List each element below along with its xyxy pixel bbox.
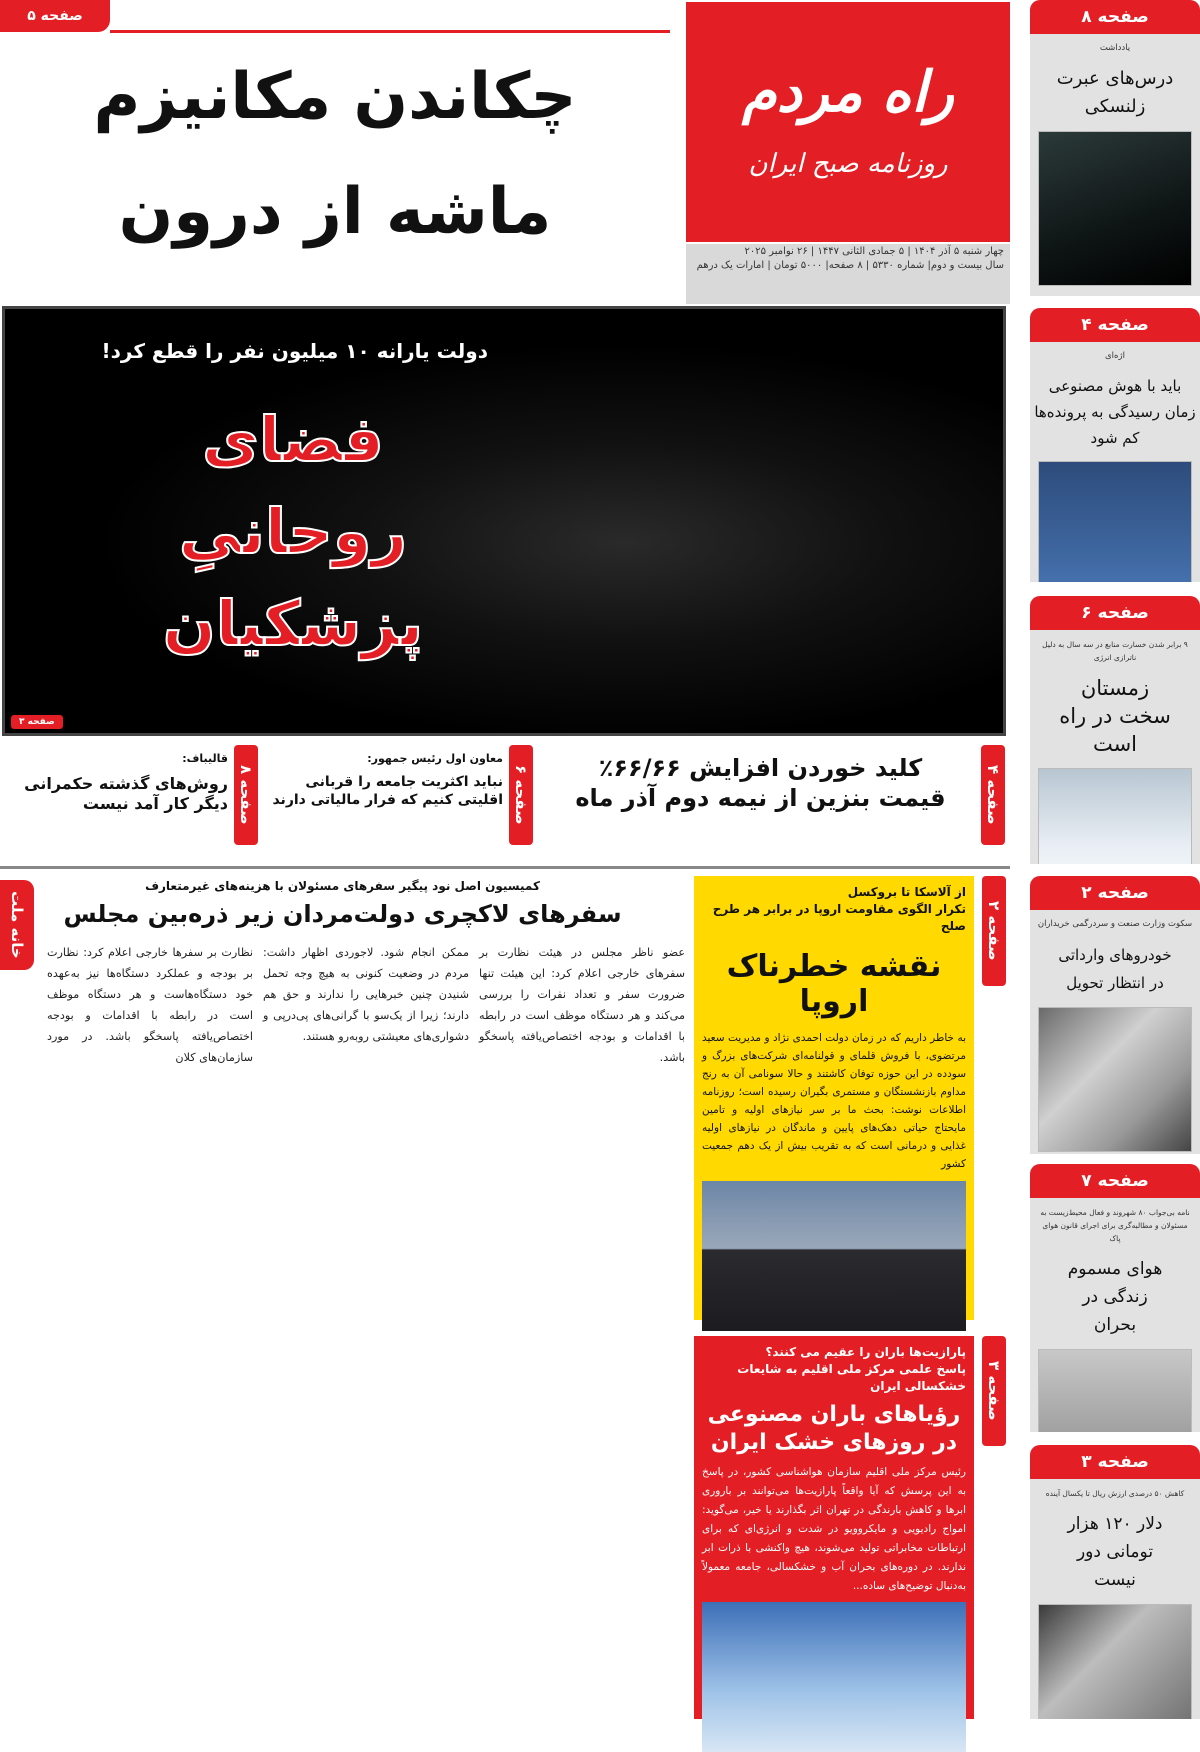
article-column: نظارت بر سفرها خارجی اعلام کرد: نظارت بر بودجه و عملکرد دستگاه‌ها نیز به‌عهده خود دستگاه‌هاست و هر دستگاه موظف است در رابطه با اقدامات و بودجه اختصاص‌یافته پاسخگو باشد. در مورد سازمان‌های کلان: [47, 946, 253, 1064]
kicker: از آلاسکا تا بروکسل: [847, 885, 966, 899]
logo-tagline: روزنامه صبح ایران: [748, 149, 948, 179]
antenna-photo: [702, 1602, 966, 1752]
headline: رؤیاهای باران مصنوعی در روزهای خشک ایران: [707, 1402, 961, 1455]
headline-line2: دیگر کار آمد نیست: [82, 794, 228, 813]
kicker: کاهش ۵۰ درصدی ارزش ریال تا یکسال آینده: [1045, 1489, 1185, 1498]
kicker: سکوت وزارت صنعت و سردرگمی خریداران: [1037, 919, 1193, 929]
kicker: یادداشت: [1099, 43, 1131, 53]
sidebar-card[interactable]: [1030, 596, 1200, 864]
meeting-photo: [1038, 461, 1192, 582]
sidebar-card[interactable]: [1030, 876, 1200, 1154]
headline: هوای مسموم زندگی در بحران: [1067, 1259, 1163, 1335]
lead-page-tab[interactable]: صفحه ۵: [0, 0, 110, 32]
yellow-page-tab[interactable]: صفحه ۲: [982, 876, 1006, 986]
masthead-logo: [686, 2, 1010, 242]
sidebar-card[interactable]: [1030, 1164, 1200, 1432]
secondary-story-3[interactable]: [0, 745, 258, 860]
banknotes-photo: [1038, 1604, 1192, 1719]
headline: باید با هوش مصنوعی زمان رسیدگی به پرونده‌ها کم شود: [1034, 377, 1196, 447]
body-text: به خاطر داریم که در زمان دولت احمدی نژاد و مدیریت سعید مرتضوی، با فروش قلمای و قولنامه‌ای شرکت‌های بزرگ و سودده در این حوزه توفان کاشتند و حالا سونامی آن به رنج مداوم بازنشستگان و مستمری بگیران رسیده است؛ روزنامه اطلاعات نوشت: بحث ما بر سر نیازهای اولیه و تامین مایحتاج حیاتی دهک‌های پایین و ماندگان در نیازهای اولیه غذایی و درمانی است که به تقریب بیش از یک دهم جمعیت کشور: [702, 1032, 966, 1170]
secondary-story-1[interactable]: [540, 745, 1005, 860]
page-tab[interactable]: صفحه ۶: [1030, 596, 1200, 630]
sidebar-card[interactable]: [1030, 0, 1200, 296]
portrait-photo: [1038, 131, 1192, 286]
headline: درس‌های عبرت زلنسکی: [1056, 68, 1174, 117]
smog-photo: [1038, 1349, 1192, 1432]
lead-headline[interactable]: [0, 40, 670, 290]
headline-line1: نباید اکثریت جامعه را قربانی: [305, 774, 503, 790]
sidebar-card[interactable]: [1030, 308, 1200, 582]
secondary-story-2[interactable]: [265, 745, 533, 860]
kicker: پاسخ علمی مرکز ملی اقلیم به شایعات خشکسالی ایران: [737, 1362, 966, 1393]
body-text: رئیس مرکز ملی اقلیم سازمان هواشناسی کشور، در پاسخ به این پرسش که آیا واقعاً پارازیت‌ها می‌توانند بر باروری ابرها و کاهش بارندگی در تهران اثر بگذارند یا خیر، می‌گوید: امواج رادیویی و مایکروویو در شدت و انرژی‌ای که برای ارتباطات مخابراتی تولید می‌شوند، هیچ واکنشی با ذرات ابر ندارند. در دوره‌های بحران آب و خشکسالی، جامعه معمولاً به‌دنبال توضیح‌های ساده...: [702, 1466, 966, 1592]
dateline: [686, 244, 1010, 304]
page-tab[interactable]: صفحه ۶: [509, 745, 533, 845]
page-tab[interactable]: صفحه ۴: [1030, 308, 1200, 342]
page-tab[interactable]: صفحه ۸: [1030, 0, 1200, 34]
red-story[interactable]: [694, 1336, 974, 1719]
kicker: نامه بی‌جواب ۸۰ شهروند و فعال محیط‌زیست به مسئولان و مطالبه‌گری برای اجرای قانون هوای پاک: [1040, 1208, 1190, 1243]
issue-text: سال بیست و دوم| شماره ۵۳۳۰ | ۸ صفحه| ۵۰۰۰ تومان | امارات یک درهم: [696, 260, 1004, 271]
article-headline[interactable]: سفرهای لاکچری دولت‌مردان زیر ذره‌بین مجلس: [63, 900, 622, 928]
kicker: ۹ برابر شدن خسارت منابع در سه سال به دلیل ناترازی انرژی: [1042, 640, 1188, 662]
headline: زمستان سخت در راه است: [1059, 676, 1171, 756]
article-columns: [45, 942, 685, 1068]
page-tab[interactable]: صفحه ۷: [1030, 1164, 1200, 1198]
cars-photo: [1038, 1007, 1192, 1152]
article-kicker: کمیسیون اصل نود پیگیر سفرهای مسئولان با هزینه‌های غیرمتعارف: [145, 879, 540, 893]
headline-line2: قیمت بنزین از نیمه دوم آذر ماه: [575, 784, 946, 812]
leaders-photo: [702, 1181, 966, 1331]
kicker: قالیباف:: [182, 752, 228, 765]
article-column: عضو ناظر مجلس در هیئت نظارت بر سفرهای خارجی اعلام کرد: این هیئت تنها ضرورت سفر و تعداد نفرات را بررسی می‌کند و هر دستگاه موظف است در رابطه با اقدامات و بودجه اختصاص‌یافته پاسخگو باشد.: [479, 946, 685, 1064]
article-column: ممکن انجام شود. لاجوردی اظهار داشت: مردم در وضعیت کنونی به هیچ وجه تحمل شنیدن چنین خبرهایی را ندارند و حق هم دارند؛ زیرا از یک‌سو با گرانی‌های پی‌درپی و دشواری‌های معیشتی روبه‌رو هستند.: [263, 946, 469, 1043]
red-page-tab[interactable]: صفحه ۳: [982, 1336, 1006, 1446]
lead-headline-line2: ماشه از درون: [118, 175, 552, 249]
headline-line2: اقلیتی کنیم که فرار مالیاتی دارند: [272, 791, 503, 808]
kicker: معاون اول رئیس جمهور:: [367, 752, 503, 765]
date-text: چهار شنبه ۵ آذر ۱۴۰۴ | ۵ جمادی الثانی ۱۴۴۷ | ۲۶ نوامبر ۲۰۲۵: [744, 246, 1004, 257]
headline: نقشه خطرناک اروپا: [726, 949, 942, 1019]
page-tab[interactable]: صفحه ۸: [234, 745, 258, 845]
lead-rule: [110, 30, 670, 33]
sidebar-card[interactable]: [1030, 1445, 1200, 1719]
page-tab[interactable]: صفحه ۴: [981, 745, 1005, 845]
page-tab[interactable]: صفحه ۳: [1030, 1445, 1200, 1479]
article: [0, 872, 685, 1719]
kicker: پارازیت‌ها باران را عقیم می کنند؟: [765, 1345, 966, 1359]
photo-story[interactable]: [2, 306, 1006, 736]
gas-gauge-photo: [1038, 768, 1192, 864]
kicker: اژه‌ای: [1105, 351, 1125, 361]
kicker: تکرار الگوی مقاومت اروپا در برابر هر طرح صلح: [712, 902, 966, 933]
section-tab[interactable]: خانه ملت: [0, 880, 34, 970]
headline: خودروهای وارداتی در انتظار تحویل: [1058, 946, 1172, 992]
headline: دلار ۱۲۰ هزار تومانی دور نیست: [1067, 1514, 1163, 1590]
page-tab[interactable]: صفحه ۲: [1030, 876, 1200, 910]
headline-line1: روش‌های گذشته حکمرانی: [24, 774, 228, 793]
photo-page-tab[interactable]: صفحه ۳: [11, 715, 63, 729]
yellow-story[interactable]: [694, 876, 974, 1320]
photo-kicker: دولت یارانه ۱۰ میلیون نفر را قطع کرد!: [101, 339, 488, 363]
logo-name: راه مردم: [742, 59, 954, 125]
photo-headline: فضای روحانیِ پزشکیان: [162, 403, 424, 660]
divider: [0, 866, 1010, 869]
lead-headline-line1: چکاندن مکانیزم: [93, 60, 577, 134]
headline-line1: کلید خوردن افزایش ۶۶/۶۶٪: [598, 754, 923, 782]
